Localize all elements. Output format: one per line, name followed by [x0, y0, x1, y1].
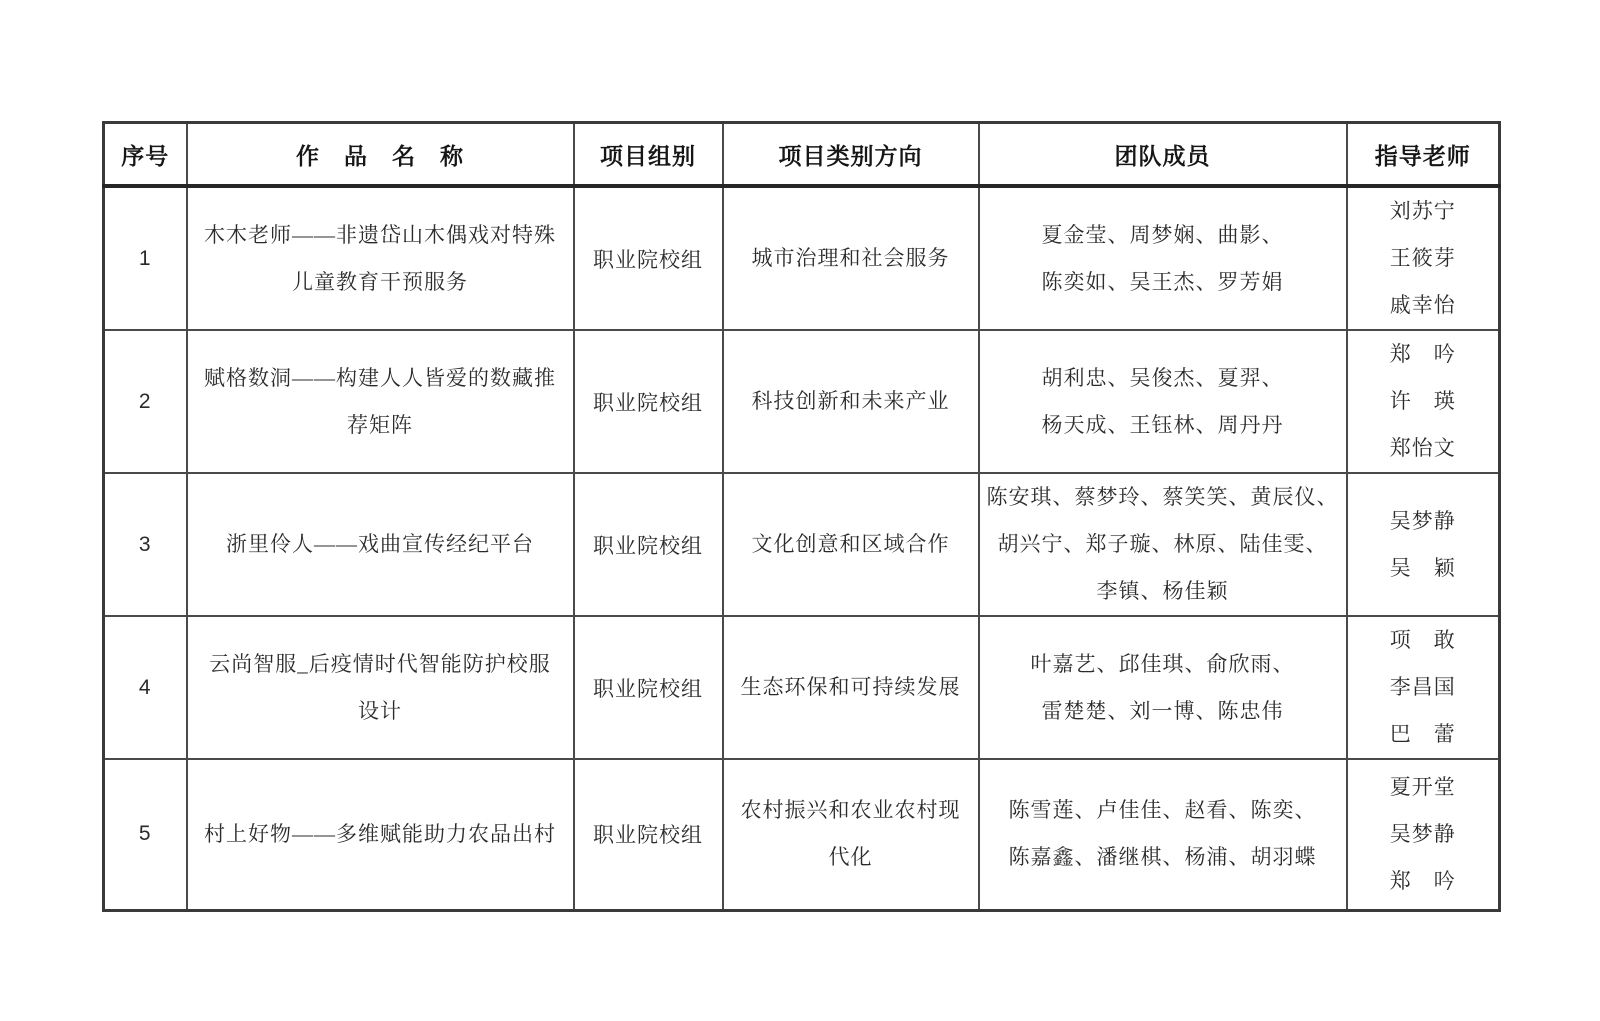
- members-line: 陈嘉鑫、潘继棋、杨浦、胡羽蝶: [1008, 845, 1317, 870]
- teacher-name: 吴梦静: [1389, 508, 1456, 533]
- cell-index: 3: [104, 473, 187, 616]
- members-line: 杨天成、王钰林、周丹丹: [1041, 412, 1284, 437]
- cell-members: [979, 473, 1347, 616]
- cell-title: [187, 330, 574, 473]
- cell-index: 4: [104, 616, 187, 759]
- teacher-name: 刘苏宁: [1389, 199, 1456, 223]
- members-line: 李镇、杨佳颖: [1096, 579, 1229, 603]
- cell-teachers: [1347, 186, 1500, 330]
- cell-category: [723, 330, 979, 473]
- cell-group: 职业院校组: [574, 759, 723, 910]
- table-header-row: [104, 123, 1500, 187]
- teacher-name: 吴梦静: [1389, 821, 1456, 846]
- cell-index: 2: [104, 330, 187, 473]
- teacher-name: 李昌国: [1389, 675, 1456, 699]
- table-row: [104, 759, 1500, 910]
- col-header-title: 作 品 名 称: [187, 123, 574, 187]
- teacher-name: 郑 吟: [1389, 868, 1456, 893]
- cell-group: 职业院校组: [574, 616, 723, 759]
- col-header-members: 团队成员: [979, 123, 1347, 187]
- members-line: 陈雪莲、卢佳佳、赵看、陈奕、: [1008, 798, 1317, 823]
- title-line: 荐矩阵: [347, 412, 413, 437]
- title-line: 设计: [358, 698, 402, 723]
- teacher-name: 王筱芽: [1389, 246, 1456, 270]
- cell-category: [723, 186, 979, 330]
- title-line: 木木老师——非遗岱山木偶戏对特殊: [204, 222, 556, 247]
- cell-teachers: [1347, 330, 1500, 473]
- cell-members: [979, 616, 1347, 759]
- col-header-index: 序号: [104, 123, 187, 187]
- teacher-name: 吴 颖: [1389, 555, 1456, 580]
- teacher-name: 项 敢: [1389, 628, 1456, 652]
- cell-teachers: [1347, 759, 1500, 910]
- cell-teachers: [1347, 473, 1500, 616]
- title-line: 村上好物——多维赋能助力农品出村: [204, 821, 556, 846]
- table-row: [104, 616, 1500, 759]
- members-line: 叶嘉艺、邱佳琪、俞欣雨、: [1030, 651, 1295, 676]
- category-line: 生态环保和可持续发展: [740, 675, 961, 699]
- category-line: 文化创意和区域合作: [751, 532, 950, 556]
- category-line: 农村振兴和农业农村现: [740, 798, 961, 823]
- category-line: 城市治理和社会服务: [751, 246, 950, 270]
- col-header-teachers: 指导老师: [1347, 123, 1500, 187]
- members-line: 胡利忠、吴俊杰、夏羿、: [1041, 365, 1284, 390]
- category-line: 科技创新和未来产业: [751, 389, 950, 413]
- cell-title: [187, 473, 574, 616]
- members-line: 陈奕如、吴王杰、罗芳娟: [1041, 269, 1284, 294]
- teacher-name: 巴 蕾: [1389, 722, 1456, 746]
- category-line: 代化: [828, 845, 873, 870]
- cell-members: [979, 759, 1347, 910]
- cell-title: [187, 616, 574, 759]
- projects-table: [102, 121, 1501, 912]
- cell-members: [979, 330, 1347, 473]
- table-row: [104, 473, 1500, 616]
- cell-category: [723, 759, 979, 910]
- members-line: 胡兴宁、郑子璇、林原、陆佳雯、: [997, 532, 1328, 556]
- col-header-category: 项目类别方向: [723, 123, 979, 187]
- cell-category: [723, 616, 979, 759]
- members-line: 陈安琪、蔡梦玲、蔡笑笑、黄辰仪、: [986, 485, 1339, 509]
- teacher-name: 郑 吟: [1389, 342, 1456, 366]
- table-row: [104, 330, 1500, 473]
- cell-teachers: [1347, 616, 1500, 759]
- cell-category: [723, 473, 979, 616]
- members-line: 雷楚楚、刘一博、陈忠伟: [1041, 698, 1284, 723]
- members-line: 夏金莹、周梦娴、曲影、: [1041, 222, 1284, 247]
- teacher-name: 郑怡文: [1389, 436, 1456, 460]
- title-line: 云尚智服_后疫情时代智能防护校服: [209, 651, 551, 676]
- teacher-name: 夏开堂: [1389, 774, 1456, 799]
- cell-title: [187, 759, 574, 910]
- title-line: 儿童教育干预服务: [292, 269, 468, 294]
- cell-group: 职业院校组: [574, 473, 723, 616]
- cell-index: 5: [104, 759, 187, 910]
- table-row: [104, 186, 1500, 330]
- cell-members: [979, 186, 1347, 330]
- cell-group: 职业院校组: [574, 186, 723, 330]
- cell-group: 职业院校组: [574, 330, 723, 473]
- teacher-name: 戚幸怡: [1389, 293, 1456, 317]
- title-line: 赋格数洞——构建人人皆爱的数藏推: [204, 365, 556, 390]
- teacher-name: 许 瑛: [1389, 389, 1456, 413]
- cell-title: [187, 186, 574, 330]
- col-header-group: 项目组别: [574, 123, 723, 187]
- title-line: 浙里伶人——戏曲宣传经纪平台: [226, 532, 534, 556]
- cell-index: 1: [104, 186, 187, 330]
